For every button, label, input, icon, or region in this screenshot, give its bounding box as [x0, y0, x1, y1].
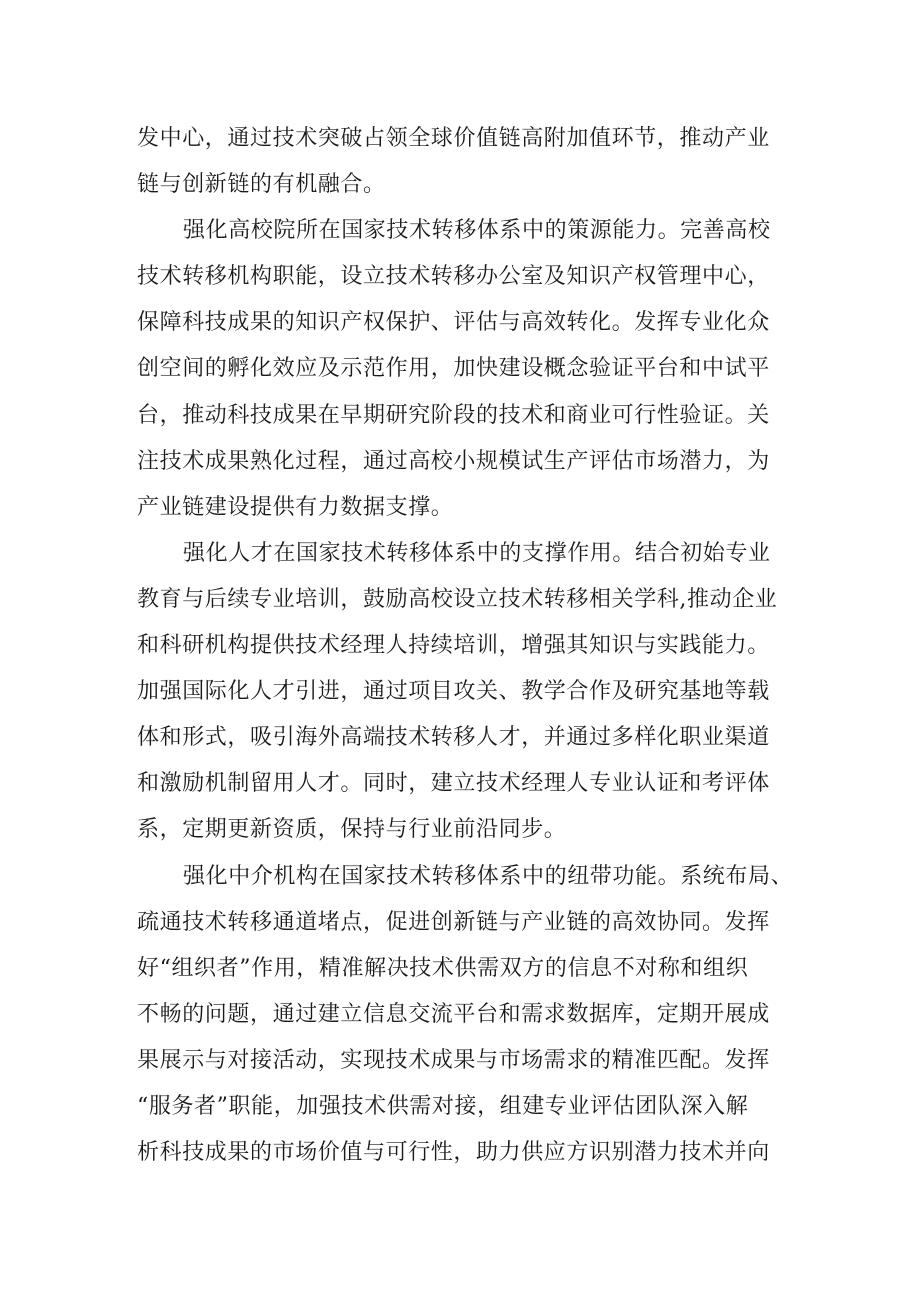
text-line: 不畅的问题，通过建立信息交流平台和需求数据库，定期开展成 [137, 1001, 770, 1027]
paragraph-start-line: 强化人才在国家技术转移体系中的支撑作用。结合初始专业 [183, 540, 771, 566]
paragraph-start-line: 强化高校院所在国家技术转移体系中的策源能力。完善高校 [183, 218, 771, 244]
text-line: 技术转移机构职能，设立技术转移办公室及知识产权管理中心， [137, 264, 770, 290]
text-line: 保障科技成果的知识产权保护、评估与高效转化。发挥专业化众 [137, 310, 770, 336]
text-line: 和激励机制留用人才。同时，建立技术经理人专业认证和考评体 [137, 771, 770, 797]
text-line: 系，定期更新资质，保持与行业前沿同步。 [137, 817, 567, 843]
text-line: 发中心，通过技术突破占领全球价值链高附加值环节，推动产业 [137, 126, 770, 151]
text-line: 链与创新链的有机融合。 [137, 172, 386, 198]
text-line: 注技术成果熟化过程，通过高校小规模试生产评估市场潜力，为 [137, 448, 770, 474]
text-line: 创空间的孵化效应及示范作用，加快建设概念验证平台和中试平 [137, 356, 770, 382]
text-line: 析科技成果的市场价值与可行性，助力供应方识别潜力技术并向 [137, 1140, 770, 1166]
text-line: 体和形式，吸引海外高端技术转移人才，并通过多样化职业渠道 [137, 725, 770, 751]
text-line: 台，推动科技成果在早期研究阶段的技术和商业可行性验证。关 [137, 402, 770, 428]
text-line: “服务者”职能，加强技术供需对接，组建专业评估团队深入解 [137, 1093, 749, 1119]
body-text [137, 116, 797, 1176]
text-line: 和科研机构提供技术经理人持续培训，增强其知识与实践能力。 [137, 633, 770, 659]
text-line: 教育与后续专业培训，鼓励高校设立技术转移相关学科,推动企业 [137, 586, 778, 612]
text-line: 加强国际化人才引进，通过项目攻关、教学合作及研究基地等载 [137, 679, 770, 705]
text-line: 产业链建设提供有力数据支撑。 [137, 494, 454, 520]
text-line: 好“组织者”作用，精准解决技术供需双方的信息不对称和组织 [137, 955, 749, 981]
paragraph-start-line: 强化中介机构在国家技术转移体系中的纽带功能。系统布局、 [183, 863, 794, 889]
text-line: 果展示与对接活动，实现技术成果与市场需求的精准匹配。发挥 [137, 1047, 770, 1073]
text-line: 疏通技术转移通道堵点，促进创新链与产业链的高效协同。发挥 [137, 909, 770, 935]
